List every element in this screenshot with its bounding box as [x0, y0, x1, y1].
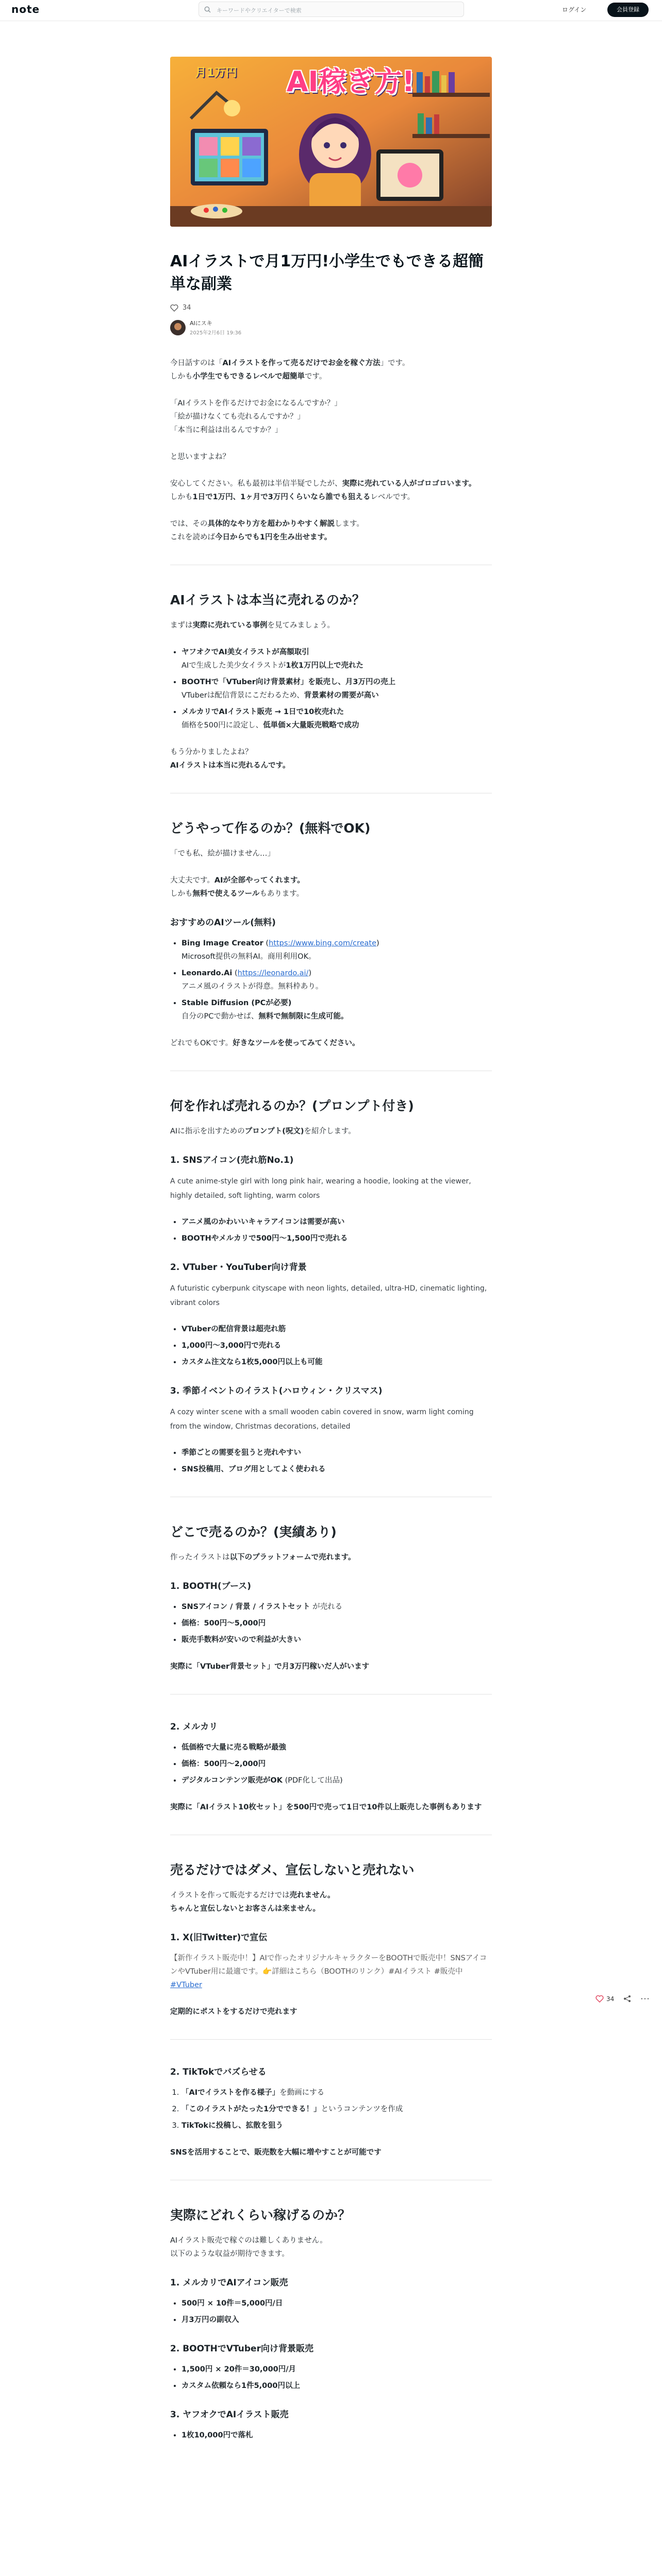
- bullet-list: [170, 2363, 492, 2393]
- list-item: • 低価格で大量に売る戦略が最強: [181, 1741, 492, 1754]
- more-icon[interactable]: ···: [640, 1994, 650, 2004]
- section-conclusion: もう分かりましたよね？ AIイラストは本当に売れるんです。: [170, 748, 290, 770]
- section-conclusion: 定期的にポストをするだけで売れます: [170, 2008, 297, 2016]
- list-item: • 販売手数料が安いので利益が大きい: [181, 1633, 492, 1647]
- tool-link[interactable]: https://www.bing.com/create: [269, 939, 377, 947]
- prompt-text: A cozy winter scene with a small wooden cabin covered in snow, warm light coming from the window, Christmas decorations, detailed: [170, 1408, 474, 1431]
- list-item: • BOOTHやメルカリで500円〜1,500円で売れる: [181, 1232, 492, 1245]
- bullet-list: [170, 1215, 492, 1245]
- heart-icon[interactable]: [595, 1995, 604, 2003]
- subheading: 1. メルカリでAIアイコン販売: [170, 2278, 288, 2288]
- list-item: • VTuberの配信背景は超売れ筋: [181, 1323, 492, 1336]
- list-item: • カスタム依頼なら1件5,000円以上: [181, 2379, 492, 2393]
- section-heading: 実際にどれくらい稼げるのか？: [170, 2208, 351, 2223]
- list-item: • 1,000円〜3,000円で売れる: [181, 1339, 492, 1352]
- article-title: AIイラストで月1万円!小学生でもできる超簡単な副業: [170, 252, 484, 293]
- section-lead: まずは実際に売れている事例を見てみましょう。: [170, 621, 335, 630]
- tool-link[interactable]: https://leonardo.ai/: [237, 969, 309, 977]
- section-heading: 何を作れば売れるのか？(プロンプト付き): [170, 1098, 414, 1113]
- heart-icon[interactable]: [170, 304, 178, 312]
- intro-paragraph-2: 安心してください。私も最初は半信半疑でしたが、実際に売れている人がゴロゴロいます。 しかも1日で1万円、1ヶ月で3万円くらいなら誰でも狙えるレベルです。: [170, 480, 476, 501]
- list-item: • デジタルコンテンツ販売がOK (PDF化して出品): [181, 1774, 492, 1787]
- author-name[interactable]: AIにスキ: [190, 320, 212, 327]
- list-item: 1. 「AIでイラストを作る様子」を動画にする: [181, 2086, 492, 2099]
- subheading: おすすめのAIツール(無料): [170, 918, 276, 928]
- section-heading: どうやって作るのか？(無料でOK): [170, 821, 371, 836]
- list-item: 3. TikTokに投稿し、拡散を狙う: [181, 2119, 492, 2132]
- signup-button[interactable]: 会員登録: [607, 3, 649, 17]
- subheading: 2. VTuber・YouTuber向け背景: [170, 1262, 307, 1273]
- search-box[interactable]: [198, 2, 464, 17]
- floating-like-count: 34: [606, 1995, 615, 2003]
- prompt-text: A futuristic cyberpunk cityscape with neon lights, detailed, ultra-HD, cinematic lighting, vibrant colors: [170, 1284, 487, 1307]
- bullet-list: [170, 1741, 492, 1787]
- list-item: • アニメ風のかわいいキャラアイコンは需要が高い: [181, 1215, 492, 1229]
- case-text: 実際に「VTuber背景セット」で月3万円稼いだ人がいます: [170, 1663, 370, 1671]
- section-lead: イラストを作って販売するだけでは売れません。 ちゃんと宣伝しないとお客さんは来ません。: [170, 1891, 335, 1913]
- list-item: • カスタム注文なら1枚5,000円以上も可能: [181, 1355, 492, 1369]
- subheading: 1. BOOTH(ブース): [170, 1581, 252, 1591]
- list-item: 2. 「このイラストがたった1分でできる！」というコンテンツを作成: [181, 2103, 492, 2116]
- author-block[interactable]: [170, 319, 492, 336]
- article-body: [170, 357, 492, 2442]
- section-lead: AIに指示を出すためのプロンプト(呪文)を紹介します。: [170, 1127, 356, 1136]
- list-item: • 月3万円の副収入: [181, 2313, 492, 2327]
- divider: [170, 2039, 492, 2040]
- section-conclusion: どれでもOKです。好きなツールを使ってみてください。: [170, 1039, 360, 1047]
- bullet-list: [170, 1323, 492, 1369]
- section-lead: 作ったイラストは以下のプラットフォームで売れます。: [170, 1553, 356, 1562]
- case-list: [170, 646, 492, 732]
- list-item: • 1,500円 × 20件＝30,000円/月: [181, 2363, 492, 2376]
- avatar[interactable]: [170, 320, 186, 335]
- list-item: • SNSアイコン / 背景 / イラストセット が売れる: [181, 1600, 492, 1614]
- list-item: • 500円 × 10件＝5,000円/日: [181, 2297, 492, 2310]
- hero-subtitle-text: 月1万円: [195, 66, 237, 79]
- list-item: • ヤフオクでAI美女イラストが高額取引 AIで生成した美少女イラストが1枚1万円以上で売れた: [181, 646, 492, 672]
- search-icon: [204, 6, 211, 13]
- list-item: • Bing Image Creator (https://www.bing.com/create) Microsoft提供の無料AI。商用利用OK。: [181, 937, 492, 963]
- login-link[interactable]: ログイン: [562, 6, 587, 13]
- hashtag-link[interactable]: #VTuber: [170, 1981, 203, 1989]
- intro-questions: 「AIイラストを作るだけでお金になるんですか？」 「絵が描けなくても売れるんですか？」 「本当に利益は出るんですか？」: [170, 399, 342, 434]
- bullet-list: [170, 1600, 492, 1647]
- section-heading: 売るだけではダメ、宣伝しないと売れない: [170, 1862, 415, 1877]
- numbered-list: [170, 2086, 492, 2132]
- bullet-list: [170, 2297, 492, 2327]
- site-logo[interactable]: note: [11, 3, 40, 15]
- subheading: 2. BOOTHでVTuber向け背景販売: [170, 2344, 313, 2354]
- intro-text: と思いますよね？: [170, 453, 230, 461]
- list-item: • 季節ごとの需要を狙うと売れやすい: [181, 1446, 492, 1460]
- subheading: 1. X(旧Twitter)で宣伝: [170, 1933, 268, 1943]
- publish-date: 2025年2月6日 19:36: [190, 330, 242, 336]
- section-lead: AIイラスト販売で稼ぐのは難しくありません。 以下のような収益が期待できます。: [170, 2236, 327, 2258]
- intro-paragraph-3: では、その具体的なやり方を超わかりやすく解説します。 これを読めば今日からでも1円を生み出せます。: [170, 520, 364, 541]
- search-placeholder: キーワードやクリエイターで検索: [217, 7, 302, 14]
- article: [170, 237, 492, 2455]
- list-item: • Stable Diffusion (PCが必要) 自分のPCで動かせば、無料で無制限に生成可能。: [181, 996, 492, 1023]
- hero-title-text: AI稼ぎ方!: [286, 65, 415, 98]
- section-conclusion: SNSを活用することで、販売数を大幅に増やすことが可能です: [170, 2148, 382, 2157]
- floating-like[interactable]: [595, 1995, 614, 2003]
- floating-actions: [595, 1994, 650, 2004]
- list-item: • BOOTHで「VTuber向け背景素材」を販売し、月3万円の売上 VTuberは配信背景にこだわるため、背景素材の需要が高い: [181, 675, 492, 702]
- bullet-list: [170, 1446, 492, 1476]
- top-bar: [0, 0, 662, 21]
- example-post: 【新作イラスト販売中！】AIで作ったオリジナルキャラクターをBOOTHで販売中！SNSアイコンやVTuber用に最適です。👉詳細はこちら（BOOTHのリンク）#AIイラスト #販売中 #VTuber: [170, 1954, 487, 1989]
- list-item: • 1枚10,000円で落札: [181, 2429, 492, 2442]
- list-item: • SNS投稿用、ブログ用としてよく使われる: [181, 1463, 492, 1476]
- intro-paragraph: 今日話すのは「AIイラストを作って売るだけでお金を稼ぐ方法」です。 しかも小学生でもできるレベルで超簡単です。: [170, 359, 410, 381]
- section-heading: AIイラストは本当に売れるのか？: [170, 592, 365, 607]
- list-item: • 価格：500円〜2,000円: [181, 1757, 492, 1771]
- quote-text: 「でも私、絵が描けません…」: [170, 850, 275, 858]
- list-item: • メルカリでAIイラスト販売 → 1日で10枚売れた 価格を500円に設定し、低単価×大量販売戦略で成功: [181, 705, 492, 732]
- list-item: • 価格：500円〜5,000円: [181, 1617, 492, 1630]
- subheading: 1. SNSアイコン(売れ筋No.1): [170, 1155, 294, 1165]
- section-text: 大丈夫です。AIが全部やってくれます。 しかも無料で使えるツールもあります。: [170, 876, 305, 898]
- list-item: • Leonardo.Ai (https://leonardo.ai/) アニメ風のイラストが得意。無料枠あり。: [181, 967, 492, 993]
- subheading: 3. 季節イベントのイラスト(ハロウィン・クリスマス): [170, 1386, 383, 1396]
- like-area: [170, 304, 492, 312]
- section-heading: どこで売るのか？(実績あり): [170, 1524, 337, 1539]
- subheading: 2. TikTokでバズらせる: [170, 2067, 267, 2077]
- like-count[interactable]: 34: [183, 304, 191, 312]
- subheading: 3. ヤフオクでAIイラスト販売: [170, 2410, 289, 2420]
- tool-list: [170, 937, 492, 1023]
- bullet-list: [170, 2429, 492, 2442]
- case-text: 実際に「AIイラスト10枚セット」を500円で売って1日で10件以上販売した事例もあります: [170, 1803, 482, 1811]
- hero-image: [170, 57, 492, 227]
- subheading: 2. メルカリ: [170, 1722, 218, 1732]
- prompt-text: A cute anime-style girl with long pink hair, wearing a hoodie, looking at the viewer, highly detailed, soft lighting, warm colors: [170, 1177, 471, 1200]
- share-icon[interactable]: [623, 1995, 631, 2003]
